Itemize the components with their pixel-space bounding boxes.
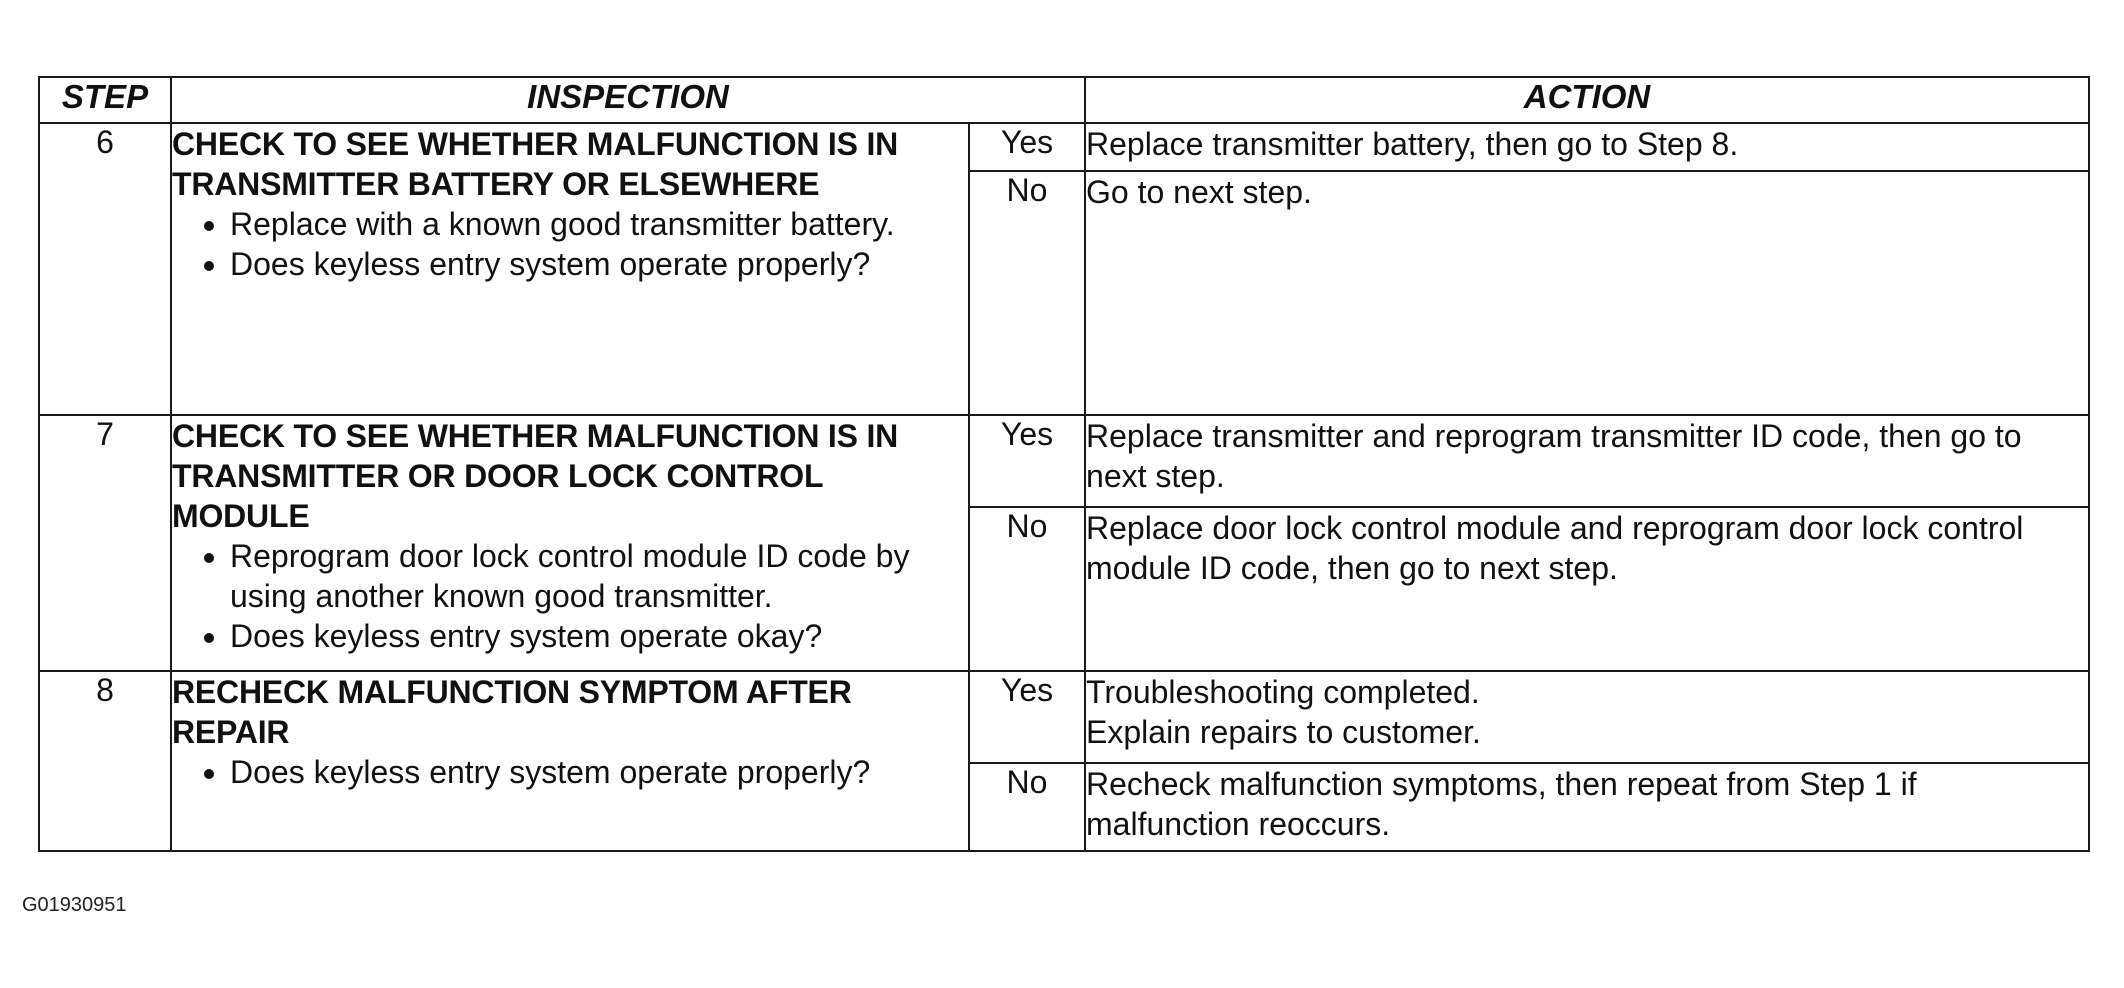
table-header-row bbox=[39, 77, 2089, 123]
inspection-title: RECHECK MALFUNCTION SYMPTOM AFTER REPAIR bbox=[172, 674, 852, 750]
yes-action-line: Troubleshooting completed. bbox=[1086, 674, 1480, 710]
inspection-bullet: • Does keyless entry system operate okay? bbox=[230, 616, 968, 656]
figure-id: G01930951 bbox=[22, 894, 127, 916]
inspection-bullet: • Replace with a known good transmitter battery. bbox=[230, 204, 968, 244]
yes-action: Replace transmitter battery, then go to Step 8. bbox=[1085, 123, 2089, 171]
header-step: STEP bbox=[39, 77, 171, 123]
inspection-title: CHECK TO SEE WHETHER MALFUNCTION IS IN TRANSMITTER BATTERY OR ELSEWHERE bbox=[172, 126, 899, 202]
table-row bbox=[39, 415, 2089, 507]
yes-label: Yes bbox=[969, 123, 1085, 171]
diagnostic-table-container bbox=[38, 76, 2088, 852]
no-action: Replace door lock control module and reprogram door lock control module ID code, then go to next step. bbox=[1085, 507, 2089, 671]
no-action: Recheck malfunction symptoms, then repeat from Step 1 if malfunction reoccurs. bbox=[1085, 763, 2089, 851]
step-number: 8 bbox=[39, 671, 171, 851]
no-label: No bbox=[969, 171, 1085, 415]
yes-action bbox=[1085, 671, 2089, 763]
table-row bbox=[39, 123, 2089, 171]
yes-action: Replace transmitter and reprogram transmitter ID code, then go to next step. bbox=[1085, 415, 2089, 507]
diagnostic-table bbox=[38, 76, 2090, 852]
inspection-bullet: • Does keyless entry system operate properly? bbox=[230, 752, 968, 792]
inspection-bullet: • Reprogram door lock control module ID code by using another known good transmitter. bbox=[230, 536, 968, 616]
header-action: ACTION bbox=[1085, 77, 2089, 123]
step-number: 7 bbox=[39, 415, 171, 671]
step-number: 6 bbox=[39, 123, 171, 415]
inspection-bullets bbox=[172, 204, 968, 284]
no-action: Go to next step. bbox=[1085, 171, 2089, 415]
yes-label: Yes bbox=[969, 415, 1085, 507]
no-label: No bbox=[969, 507, 1085, 671]
inspection-cell bbox=[171, 415, 969, 671]
yes-action-line: Explain repairs to customer. bbox=[1086, 714, 1481, 750]
inspection-bullet: • Does keyless entry system operate properly? bbox=[230, 244, 968, 284]
inspection-cell bbox=[171, 671, 969, 851]
inspection-cell bbox=[171, 123, 969, 415]
inspection-title: CHECK TO SEE WHETHER MALFUNCTION IS IN TRANSMITTER OR DOOR LOCK CONTROL MODULE bbox=[172, 418, 899, 534]
no-label: No bbox=[969, 763, 1085, 851]
yes-label: Yes bbox=[969, 671, 1085, 763]
inspection-bullets bbox=[172, 536, 968, 656]
header-inspection: INSPECTION bbox=[171, 77, 1085, 123]
table-row bbox=[39, 671, 2089, 763]
inspection-bullets bbox=[172, 752, 968, 792]
